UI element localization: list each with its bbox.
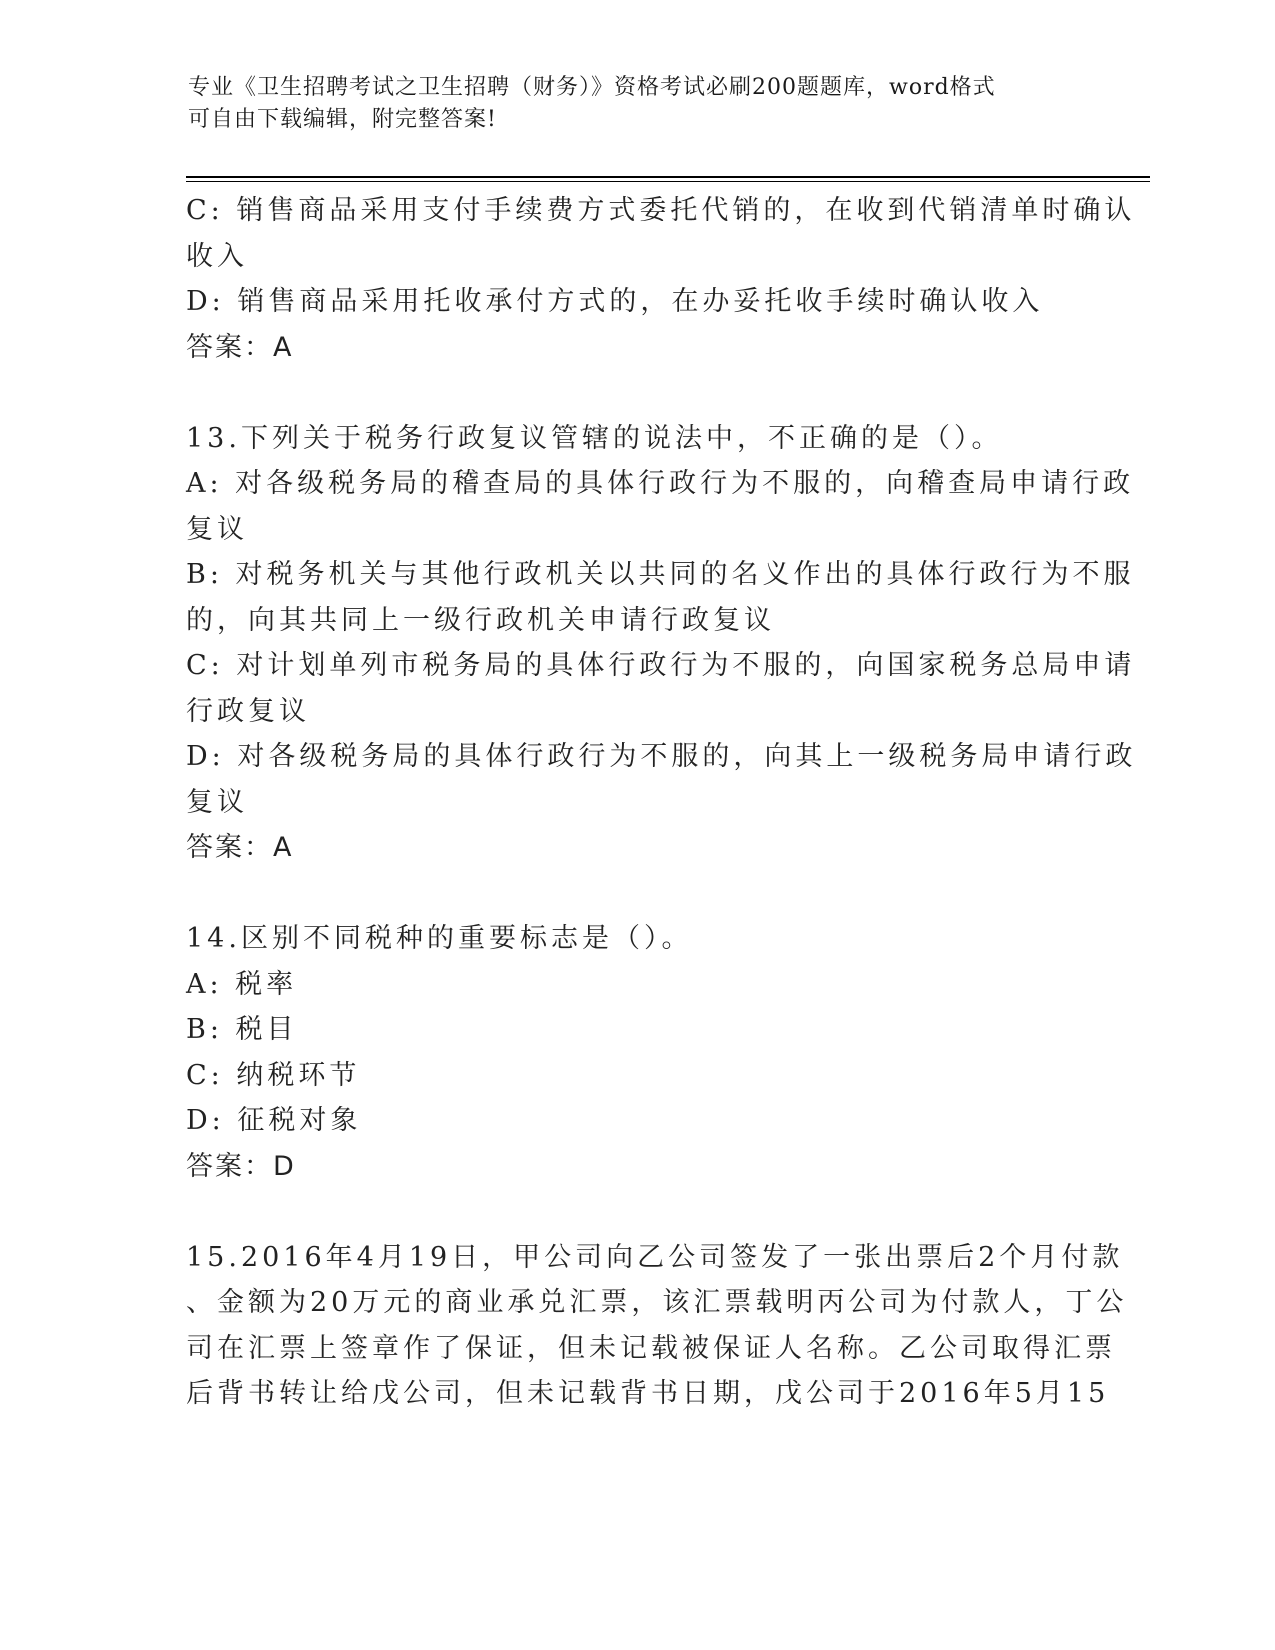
q15-line-1: 15.2016年4月19日，甲公司向乙公司签发了一张出票后2个月付款 bbox=[186, 1241, 1124, 1273]
q14-question: 14.区别不同税种的重要标志是（）。 bbox=[186, 923, 693, 954]
q14-option-c: C: 纳税环节 bbox=[186, 1059, 361, 1091]
header-rule-thick bbox=[186, 176, 1150, 178]
header-line-1: 专业《卫生招聘考试之卫生招聘（财务）》资格考试必刷200题题库，word格式 bbox=[188, 75, 996, 100]
q15-line-4: 后背书转让给戊公司，但未记载背书日期，戊公司于2016年5月15 bbox=[186, 1378, 1110, 1409]
spacer bbox=[186, 871, 1086, 917]
q13-option-b-line-1: B: 对税务机关与其他行政机关以共同的名义作出的具体行政行为不服 bbox=[186, 559, 1135, 590]
q15-line-2: 、金额为20万元的商业承兑汇票，该汇票载明丙公司为付款人，丁公 bbox=[186, 1287, 1128, 1318]
document-body bbox=[186, 188, 1137, 1417]
q14-answer: 答案：D bbox=[186, 1150, 296, 1182]
header-rule-thin bbox=[186, 181, 1150, 182]
q13-answer: 答案：A bbox=[186, 832, 294, 863]
q13-option-c-line-2: 行政复议 bbox=[186, 695, 310, 727]
q12-option-c-line-1: C: 销售商品采用支付手续费方式委托代销的，在收到代销清单时确认 bbox=[186, 195, 1136, 226]
document-header bbox=[188, 72, 1068, 136]
question-14 bbox=[186, 916, 1086, 1189]
header-line-2: 可自由下载编辑，附完整答案! bbox=[188, 107, 497, 132]
q14-option-d: D: 征税对象 bbox=[186, 1105, 362, 1136]
q15-line-3: 司在汇票上签章作了保证，但未记载被保证人名称。乙公司取得汇票 bbox=[186, 1332, 1116, 1364]
q13-option-c-line-1: C: 对计划单列市税务局的具体行政行为不服的，向国家税务总局申请 bbox=[186, 650, 1136, 681]
q13-option-a-line-1: A: 对各级税务局的稽查局的具体行政行为不服的，向稽查局申请行政 bbox=[186, 468, 1135, 499]
q14-option-a: A: 税率 bbox=[186, 968, 298, 1000]
q14-option-b: B: 税目 bbox=[186, 1014, 298, 1045]
spacer bbox=[186, 370, 1086, 416]
question-15 bbox=[186, 1235, 1128, 1417]
q13-option-d-line-1: D: 对各级税务局的具体行政行为不服的，向其上一级税务局申请行政 bbox=[186, 741, 1137, 772]
q13-option-a-line-2: 复议 bbox=[186, 513, 248, 545]
q12-option-c-line-2: 收入 bbox=[186, 240, 248, 272]
question-12-tail bbox=[186, 188, 1136, 370]
q13-question: 13.下列关于税务行政复议管辖的说法中，不正确的是（）。 bbox=[186, 422, 1003, 454]
q13-option-b-line-2: 的，向其共同上一级行政机关申请行政复议 bbox=[186, 604, 775, 636]
question-13 bbox=[186, 416, 1137, 871]
q12-answer: 答案：A bbox=[186, 331, 294, 363]
spacer bbox=[186, 1189, 1086, 1235]
q13-option-d-line-2: 复议 bbox=[186, 786, 248, 818]
q12-option-d: D: 销售商品采用托收承付方式的，在办妥托收手续时确认收入 bbox=[186, 286, 1044, 317]
